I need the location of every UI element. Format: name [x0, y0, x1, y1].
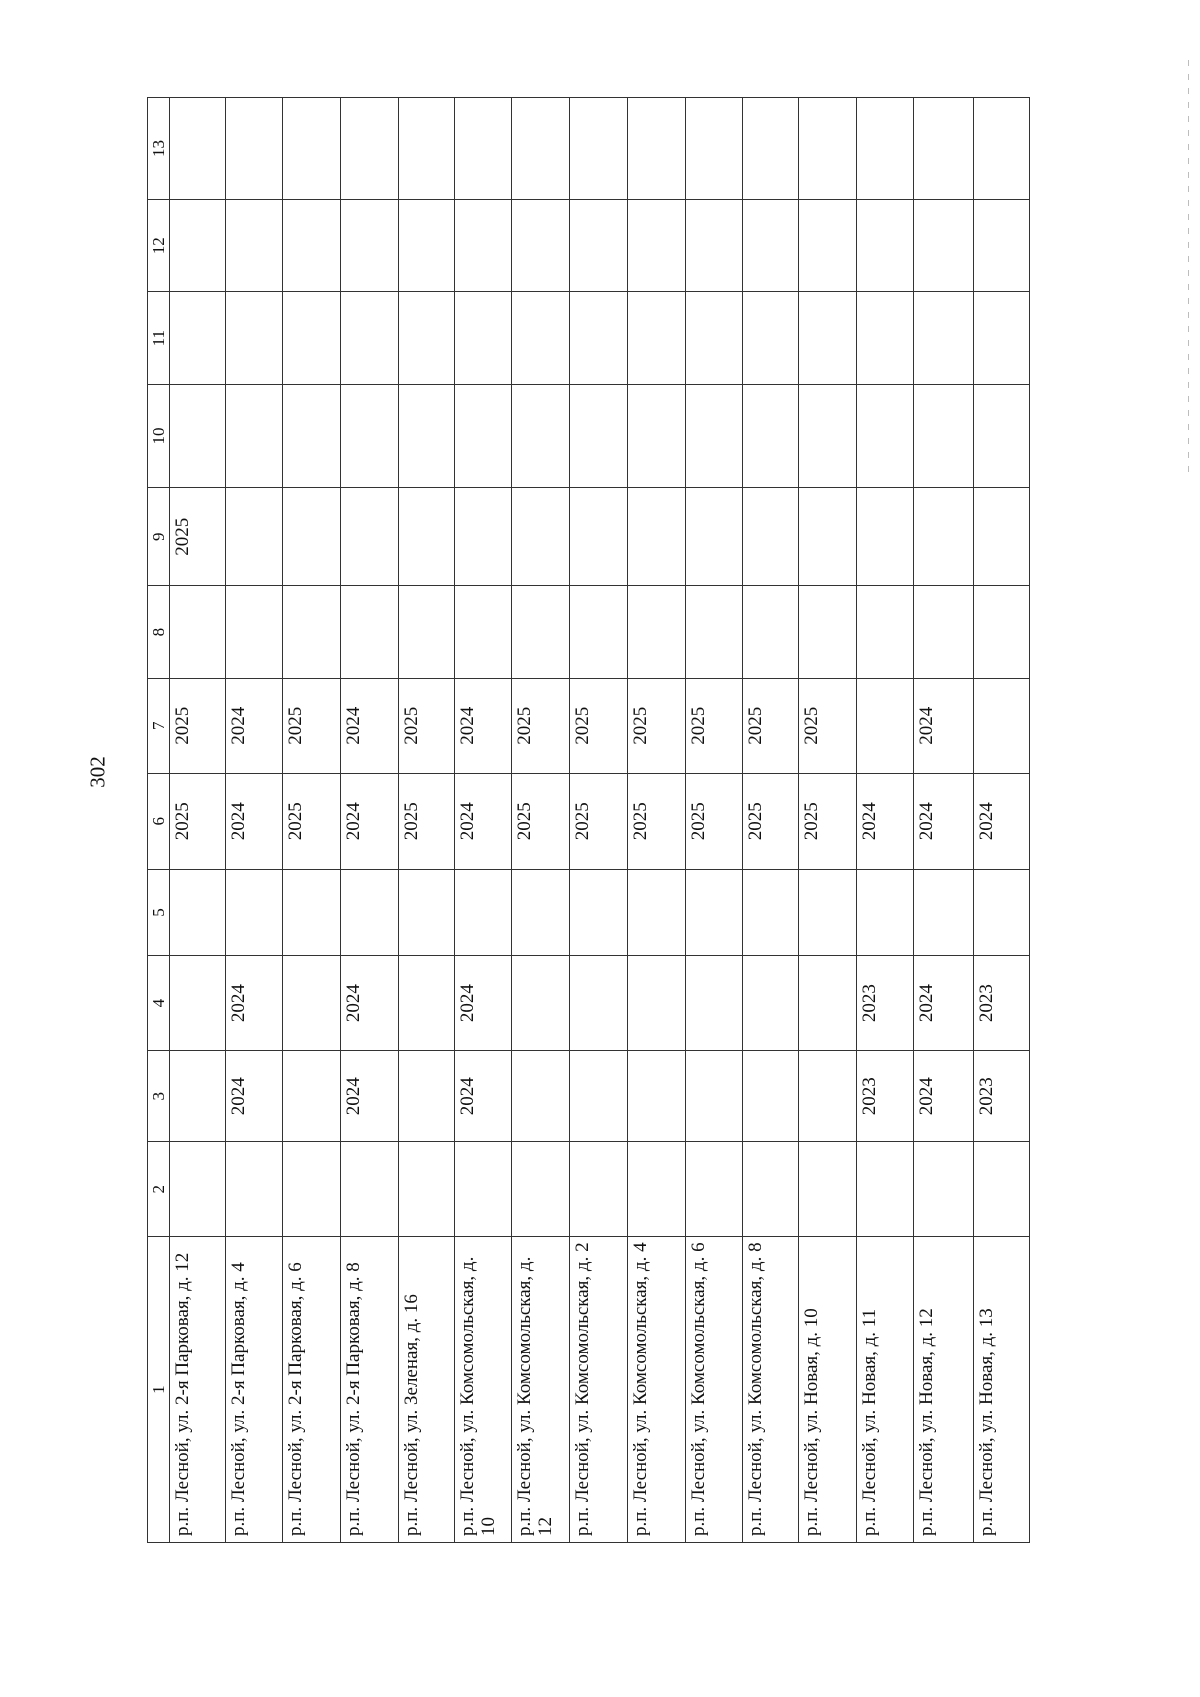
cell-col-9 — [743, 488, 799, 586]
cell-col-5 — [743, 869, 799, 956]
cell-col-11 — [627, 292, 685, 384]
cell-col-11 — [225, 292, 283, 384]
cell-col-9 — [856, 488, 914, 586]
cell-col-7: 2025 — [627, 678, 685, 773]
cell-col-3: 2023 — [974, 1051, 1030, 1142]
cell-col-7: 2025 — [798, 678, 856, 773]
cell-col-10 — [743, 384, 799, 487]
cell-col-9 — [627, 488, 685, 586]
table-row — [283, 98, 341, 1543]
cell-col-2 — [454, 1142, 512, 1237]
cell-col-3: 2024 — [454, 1051, 512, 1142]
cell-col-11 — [914, 292, 974, 384]
column-header-9: 9 — [148, 488, 170, 586]
address-cell: р.п. Лесной, ул. Комсомольская, д. 8 — [743, 1237, 799, 1543]
cell-col-4: 2024 — [914, 956, 974, 1051]
cell-col-3 — [798, 1051, 856, 1142]
cell-col-12 — [454, 200, 512, 292]
cell-col-13 — [627, 98, 685, 200]
cell-col-5 — [627, 869, 685, 956]
cell-col-7: 2025 — [570, 678, 628, 773]
cell-col-12 — [856, 200, 914, 292]
cell-col-4: 2023 — [974, 956, 1030, 1051]
cell-col-9 — [283, 488, 341, 586]
table-row — [512, 98, 570, 1543]
cell-col-6: 2024 — [856, 773, 914, 869]
table-row — [685, 98, 743, 1543]
cell-col-12 — [341, 200, 399, 292]
address-cell: р.п. Лесной, ул. 2-я Парковая, д. 4 — [225, 1237, 283, 1543]
cell-col-2 — [974, 1142, 1030, 1237]
cell-col-13 — [570, 98, 628, 200]
cell-col-7: 2025 — [170, 678, 226, 773]
scan-artifact — [1188, 60, 1189, 480]
cell-col-7: 2025 — [283, 678, 341, 773]
cell-col-8 — [225, 586, 283, 678]
cell-col-6: 2025 — [283, 773, 341, 869]
cell-col-4 — [398, 956, 454, 1051]
cell-col-6: 2025 — [170, 773, 226, 869]
cell-col-2 — [743, 1142, 799, 1237]
cell-col-12 — [743, 200, 799, 292]
cell-col-6: 2024 — [341, 773, 399, 869]
column-header-6: 6 — [148, 773, 170, 869]
cell-col-10 — [512, 384, 570, 487]
cell-col-13 — [170, 98, 226, 200]
table-row — [398, 98, 454, 1543]
cell-col-4 — [512, 956, 570, 1051]
cell-col-13 — [225, 98, 283, 200]
address-cell: р.п. Лесной, ул. Новая, д. 12 — [914, 1237, 974, 1543]
cell-col-5 — [798, 869, 856, 956]
cell-col-12 — [512, 200, 570, 292]
cell-col-5 — [512, 869, 570, 956]
address-cell: р.п. Лесной, ул. Зеленая, д. 16 — [398, 1237, 454, 1543]
cell-col-4 — [743, 956, 799, 1051]
rotated-table-container — [147, 97, 1030, 1543]
column-header-4: 4 — [148, 956, 170, 1051]
cell-col-10 — [627, 384, 685, 487]
cell-col-2 — [798, 1142, 856, 1237]
cell-col-7: 2025 — [743, 678, 799, 773]
cell-col-3: 2023 — [856, 1051, 914, 1142]
cell-col-8 — [341, 586, 399, 678]
cell-col-10 — [974, 384, 1030, 487]
cell-col-4 — [570, 956, 628, 1051]
cell-col-11 — [398, 292, 454, 384]
cell-col-5 — [225, 869, 283, 956]
cell-col-9 — [974, 488, 1030, 586]
column-header-2: 2 — [148, 1142, 170, 1237]
cell-col-6: 2025 — [743, 773, 799, 869]
cell-col-12 — [398, 200, 454, 292]
cell-col-8 — [454, 586, 512, 678]
cell-col-11 — [685, 292, 743, 384]
cell-col-4 — [283, 956, 341, 1051]
cell-col-10 — [454, 384, 512, 487]
cell-col-2 — [341, 1142, 399, 1237]
cell-col-13 — [283, 98, 341, 200]
cell-col-3 — [283, 1051, 341, 1142]
cell-col-2 — [398, 1142, 454, 1237]
address-cell: р.п. Лесной, ул. Комсомольская, д. 6 — [685, 1237, 743, 1543]
cell-col-12 — [570, 200, 628, 292]
cell-col-10 — [283, 384, 341, 487]
cell-col-2 — [225, 1142, 283, 1237]
cell-col-6: 2025 — [570, 773, 628, 869]
cell-col-10 — [570, 384, 628, 487]
cell-col-13 — [512, 98, 570, 200]
cell-col-5 — [974, 869, 1030, 956]
cell-col-2 — [512, 1142, 570, 1237]
cell-col-11 — [170, 292, 226, 384]
table-row — [225, 98, 283, 1543]
cell-col-3 — [170, 1051, 226, 1142]
cell-col-4 — [170, 956, 226, 1051]
cell-col-11 — [974, 292, 1030, 384]
cell-col-7: 2024 — [341, 678, 399, 773]
cell-col-11 — [341, 292, 399, 384]
cell-col-4: 2024 — [454, 956, 512, 1051]
cell-col-9 — [512, 488, 570, 586]
cell-col-3 — [685, 1051, 743, 1142]
cell-col-10 — [914, 384, 974, 487]
cell-col-12 — [974, 200, 1030, 292]
cell-col-13 — [341, 98, 399, 200]
cell-col-13 — [454, 98, 512, 200]
cell-col-6: 2024 — [974, 773, 1030, 869]
cell-col-8 — [627, 586, 685, 678]
address-cell: р.п. Лесной, ул. 2-я Парковая, д. 6 — [283, 1237, 341, 1543]
cell-col-7: 2025 — [512, 678, 570, 773]
address-cell: р.п. Лесной, ул. Комсомольская, д. 4 — [627, 1237, 685, 1543]
cell-col-6: 2025 — [685, 773, 743, 869]
cell-col-9: 2025 — [170, 488, 226, 586]
table-body — [170, 98, 1030, 1543]
cell-col-6: 2025 — [398, 773, 454, 869]
cell-col-8 — [974, 586, 1030, 678]
cell-col-9 — [225, 488, 283, 586]
page-number: 302 — [85, 756, 110, 788]
table-row — [454, 98, 512, 1543]
cell-col-7: 2024 — [914, 678, 974, 773]
cell-col-4: 2024 — [341, 956, 399, 1051]
cell-col-4 — [798, 956, 856, 1051]
cell-col-8 — [685, 586, 743, 678]
address-cell: р.п. Лесной, ул. 2-я Парковая, д. 12 — [170, 1237, 226, 1543]
cell-col-12 — [914, 200, 974, 292]
column-header-5: 5 — [148, 869, 170, 956]
cell-col-3 — [398, 1051, 454, 1142]
cell-col-13 — [398, 98, 454, 200]
cell-col-11 — [283, 292, 341, 384]
cell-col-12 — [798, 200, 856, 292]
cell-col-2 — [283, 1142, 341, 1237]
cell-col-7: 2024 — [225, 678, 283, 773]
cell-col-4: 2024 — [225, 956, 283, 1051]
cell-col-10 — [856, 384, 914, 487]
cell-col-11 — [454, 292, 512, 384]
cell-col-8 — [170, 586, 226, 678]
cell-col-7 — [856, 678, 914, 773]
cell-col-13 — [798, 98, 856, 200]
cell-col-10 — [341, 384, 399, 487]
cell-col-13 — [974, 98, 1030, 200]
cell-col-11 — [512, 292, 570, 384]
address-cell: р.п. Лесной, ул. Новая, д. 11 — [856, 1237, 914, 1543]
table-row — [627, 98, 685, 1543]
cell-col-9 — [914, 488, 974, 586]
cell-col-9 — [570, 488, 628, 586]
cell-col-8 — [570, 586, 628, 678]
cell-col-11 — [570, 292, 628, 384]
address-cell: р.п. Лесной, ул. Новая, д. 10 — [798, 1237, 856, 1543]
cell-col-2 — [570, 1142, 628, 1237]
table-row — [170, 98, 226, 1543]
cell-col-8 — [914, 586, 974, 678]
cell-col-5 — [856, 869, 914, 956]
cell-col-2 — [685, 1142, 743, 1237]
cell-col-9 — [341, 488, 399, 586]
cell-col-13 — [685, 98, 743, 200]
cell-col-13 — [856, 98, 914, 200]
cell-col-12 — [283, 200, 341, 292]
cell-col-10 — [398, 384, 454, 487]
cell-col-11 — [798, 292, 856, 384]
cell-col-3 — [512, 1051, 570, 1142]
cell-col-2 — [914, 1142, 974, 1237]
cell-col-11 — [856, 292, 914, 384]
cell-col-5 — [570, 869, 628, 956]
cell-col-2 — [627, 1142, 685, 1237]
cell-col-6: 2024 — [454, 773, 512, 869]
schedule-table — [147, 97, 1030, 1543]
cell-col-5 — [283, 869, 341, 956]
cell-col-5 — [914, 869, 974, 956]
table-row — [341, 98, 399, 1543]
cell-col-2 — [856, 1142, 914, 1237]
cell-col-8 — [856, 586, 914, 678]
cell-col-5 — [398, 869, 454, 956]
column-header-13: 13 — [148, 98, 170, 200]
cell-col-6: 2025 — [798, 773, 856, 869]
header-row — [148, 98, 170, 1543]
cell-col-3: 2024 — [341, 1051, 399, 1142]
cell-col-10 — [798, 384, 856, 487]
cell-col-5 — [170, 869, 226, 956]
cell-col-4 — [685, 956, 743, 1051]
cell-col-7: 2025 — [685, 678, 743, 773]
table-row — [570, 98, 628, 1543]
cell-col-13 — [743, 98, 799, 200]
cell-col-8 — [743, 586, 799, 678]
column-header-1: 1 — [148, 1237, 170, 1543]
table-row — [914, 98, 974, 1543]
column-header-11: 11 — [148, 292, 170, 384]
cell-col-10 — [685, 384, 743, 487]
cell-col-9 — [685, 488, 743, 586]
cell-col-11 — [743, 292, 799, 384]
cell-col-6: 2025 — [512, 773, 570, 869]
cell-col-5 — [454, 869, 512, 956]
table-row — [856, 98, 914, 1543]
cell-col-10 — [225, 384, 283, 487]
cell-col-8 — [512, 586, 570, 678]
cell-col-2 — [170, 1142, 226, 1237]
column-header-3: 3 — [148, 1051, 170, 1142]
cell-col-7 — [974, 678, 1030, 773]
cell-col-8 — [283, 586, 341, 678]
table-row — [798, 98, 856, 1543]
cell-col-7: 2025 — [398, 678, 454, 773]
cell-col-9 — [454, 488, 512, 586]
address-cell: р.п. Лесной, ул. Комсомольская, д. 2 — [570, 1237, 628, 1543]
cell-col-3 — [570, 1051, 628, 1142]
cell-col-12 — [685, 200, 743, 292]
table-row — [743, 98, 799, 1543]
cell-col-8 — [798, 586, 856, 678]
address-cell: р.п. Лесной, ул. Комсомольская, д. 12 — [512, 1237, 570, 1543]
cell-col-12 — [170, 200, 226, 292]
cell-col-3 — [627, 1051, 685, 1142]
cell-col-13 — [914, 98, 974, 200]
table-row — [974, 98, 1030, 1543]
cell-col-6: 2024 — [914, 773, 974, 869]
cell-col-3 — [743, 1051, 799, 1142]
cell-col-12 — [627, 200, 685, 292]
column-header-8: 8 — [148, 586, 170, 678]
cell-col-7: 2024 — [454, 678, 512, 773]
cell-col-9 — [398, 488, 454, 586]
cell-col-10 — [170, 384, 226, 487]
cell-col-5 — [341, 869, 399, 956]
address-cell: р.п. Лесной, ул. Новая, д. 13 — [974, 1237, 1030, 1543]
cell-col-3: 2024 — [914, 1051, 974, 1142]
cell-col-4 — [627, 956, 685, 1051]
cell-col-9 — [798, 488, 856, 586]
cell-col-6: 2024 — [225, 773, 283, 869]
cell-col-8 — [398, 586, 454, 678]
column-header-10: 10 — [148, 384, 170, 487]
cell-col-12 — [225, 200, 283, 292]
column-header-7: 7 — [148, 678, 170, 773]
cell-col-4: 2023 — [856, 956, 914, 1051]
cell-col-3: 2024 — [225, 1051, 283, 1142]
cell-col-5 — [685, 869, 743, 956]
address-cell: р.п. Лесной, ул. Комсомольская, д. 10 — [454, 1237, 512, 1543]
column-header-12: 12 — [148, 200, 170, 292]
cell-col-6: 2025 — [627, 773, 685, 869]
address-cell: р.п. Лесной, ул. 2-я Парковая, д. 8 — [341, 1237, 399, 1543]
